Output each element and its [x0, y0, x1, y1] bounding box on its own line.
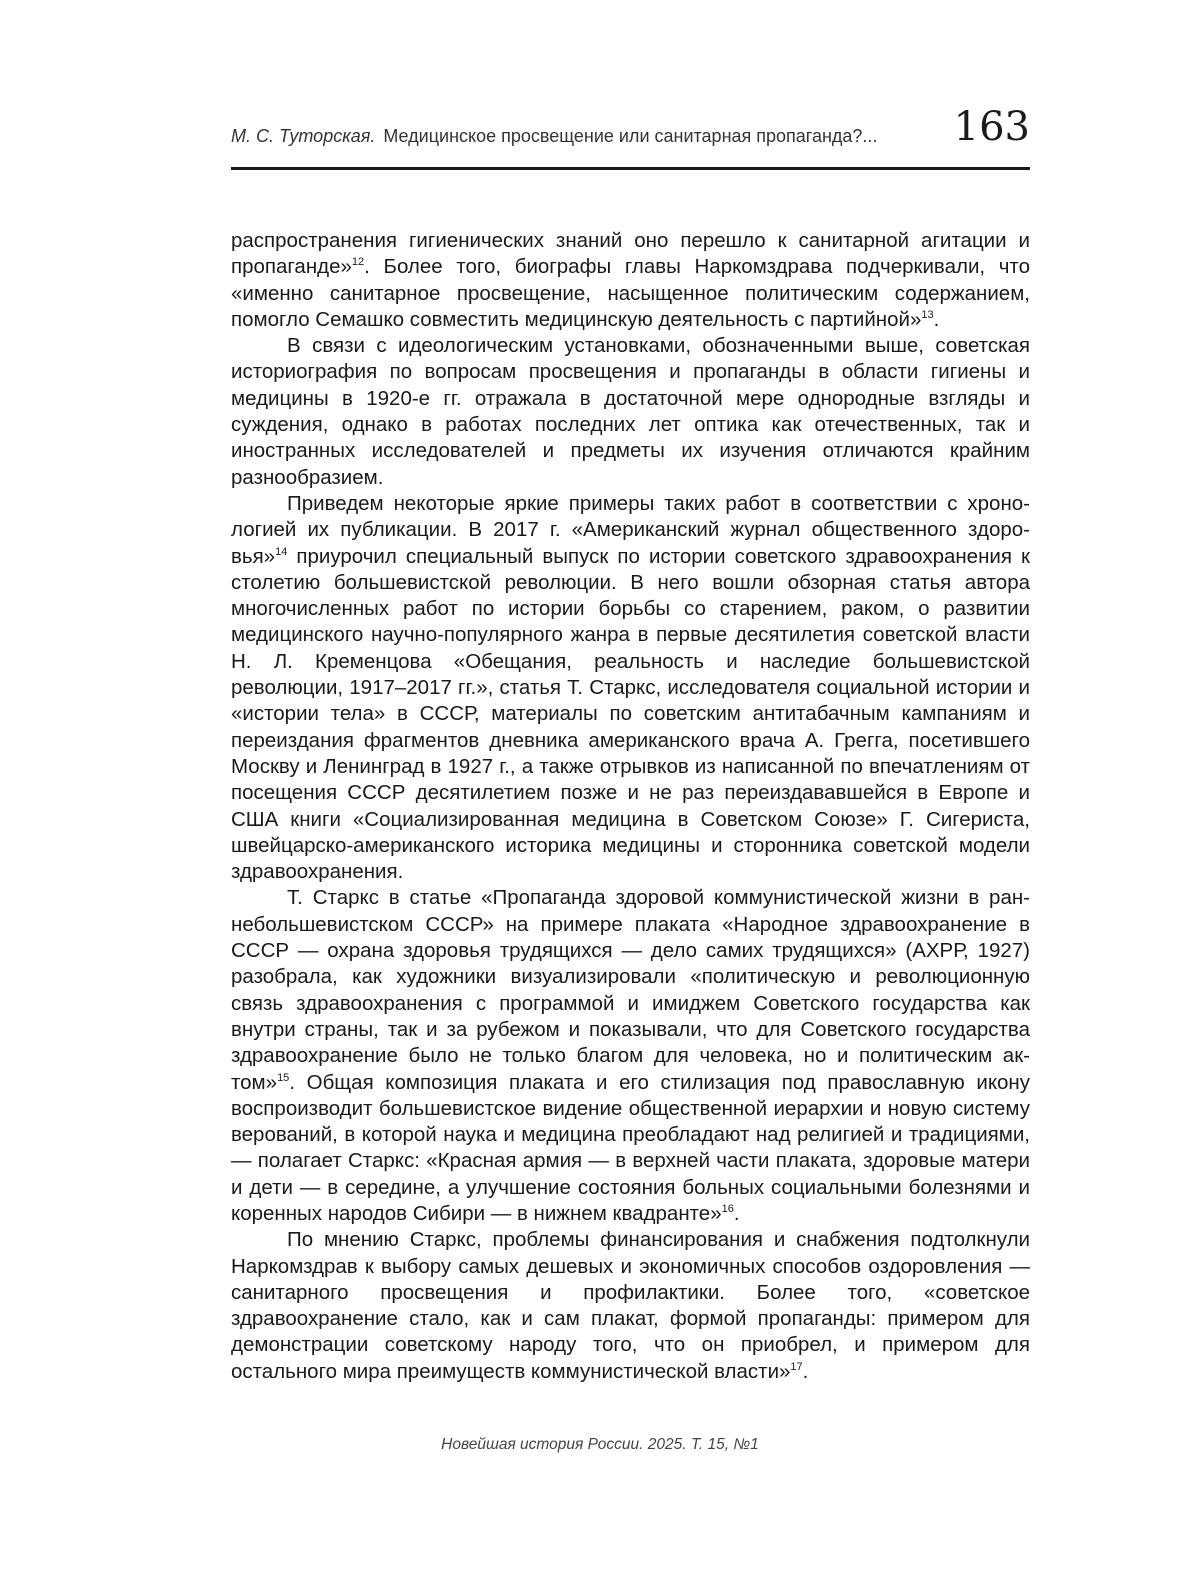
running-head [231, 126, 877, 147]
paragraph-text: Т. Старкс в статье «Пропаганда здоровой коммунистической жизни в раннебольшевистском СССР» на примере плаката «Народное здравоохранение в СССР — охрана здоровья трудящихся — дело самих трудящихся» (АХРР, 1927) разобрала, как художники визуализировали «политическую и революционную связь здравоохранения с программой и имиджем Советского государства как внутри страны, так и за рубежом и показывали, что для Советского государства здравоохранение было не только благом для человека, но и политическим актом» [231, 886, 1030, 1094]
running-head-title: Медицинское просвещение или санитарная пропаганда?... [383, 126, 878, 146]
footnote-ref[interactable]: 16 [721, 1203, 734, 1216]
journal-footer: Новейшая история России. 2025. Т. 15, №1 [441, 1436, 759, 1453]
paragraph [231, 228, 1030, 333]
paragraph-text: . Общая композиция плаката и его стилизация под православную икону воспроизводит большевистское видение общественной иерархии и новую систему верований, в которой наука и медицина преобладают над религией и традициями, — полагает Старкс: «Красная армия — в верхней части плаката, здоровые матери и дети — в середине, а улучшение состояния больных социальными болезнями и коренных народов Сибири — в нижнем квадранте» [231, 1070, 1030, 1225]
footnote-ref[interactable]: 17 [790, 1360, 803, 1373]
paragraph [231, 885, 1030, 1227]
paragraph-text: приурочил специальный выпуск по истории советского здравоохранения к столетию большевистской революции. В него вошли обзорная статья автора многочисленных работ по истории борьбы со старением, раком, о развитии медицинского научно-популярного жанра в первые десятилетия советской власти Н. Л. Кременцова «Обещания, реальность и наследие большевистской революции, 1917–2017 гг.», статья Т. Старкс, исследователя социальной истории и «истории тела» в СССР, материалы по советским антитабачным кампаниям и переиздания фрагментов дневника американского врача А. Грегга, посетившего Москву и Ленинград в 1927 г., а также отрывков из написанной по впечатлениям от посещения СССР десятилетием позже и не раз переиздававшейся в Европе и США книги «Социализированная медицина в Советском Союзе» Г. Сигериста, швейцарско-американского историка медицины и сторонника советской модели здравоохранения. [231, 544, 1030, 884]
paragraph-text: распространения гигиенических знаний оно перешло к санитарной агитации и пропаганде» [231, 229, 1030, 279]
header-rule [231, 167, 1030, 170]
page-header [231, 100, 1030, 168]
paragraph [231, 491, 1030, 885]
footnote-ref[interactable]: 12 [351, 256, 365, 269]
paragraph: В связи с идеологическим установками, обозначенными выше, советская историография по вопросам просвещения и пропаганды в области гигиены и медицины в 1920-е гг. отражала в достаточной мере однородные взгляды и суждения, однако в работах последних лет оптика как отечественных, так и иностранных исследователей и предметы их изучения отличаются крайним разнообразием. [231, 334, 1030, 489]
paragraph [231, 1227, 1030, 1385]
paragraph-text: . [802, 1359, 809, 1383]
footnote-ref[interactable]: 15 [277, 1071, 290, 1084]
article-body [231, 228, 1030, 1385]
paragraph-text: Приведем некоторые яркие примеры таких работ в соответствии с хронологией их публикации. В 2017 г. «Американский журнал общественного здоровья» [231, 491, 1030, 568]
footnote-ref[interactable]: 13 [921, 309, 934, 322]
paragraph-text: . Более того, биографы главы Наркомздрава подчеркивали, что «именно санитарное просвещение, насыщенное политическим содержанием, помогло Семашко совместить медицинскую деятельность с партийной» [231, 255, 1030, 331]
paragraph-text: . [733, 1201, 740, 1225]
footnote-ref[interactable]: 14 [275, 545, 288, 558]
paragraph-text: По мнению Старкс, проблемы финансирования и снабжения подтолкнули Наркомздрав к выбору самых дешевых и экономичных способов оздоровления — санитарного просвещения и профилактики. Более того, «советское здравоохранение стало, как и сам плакат, формой пропаганды: примером для демонстрации советскому народу того, что он приобрел, и примером для остального мира преимуществ коммунистической власти» [231, 1228, 1030, 1383]
running-head-author: М. С. Туторская. [231, 126, 376, 146]
page-number: 163 [953, 104, 1030, 150]
paragraph-text: . [933, 307, 940, 331]
